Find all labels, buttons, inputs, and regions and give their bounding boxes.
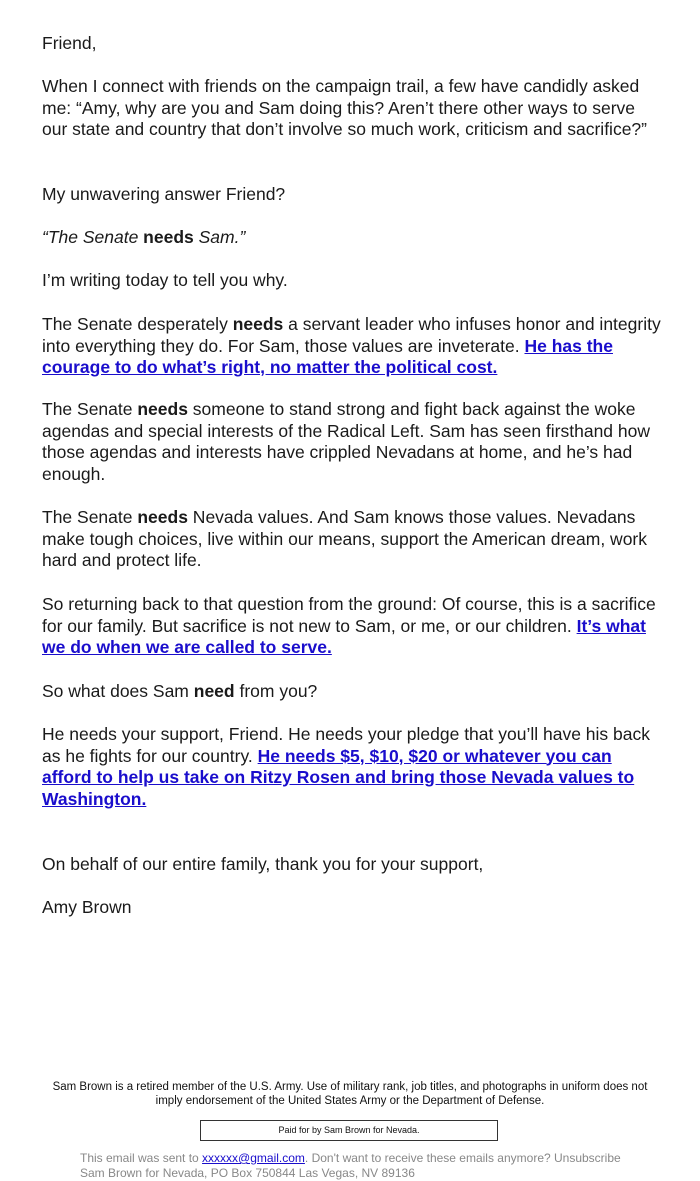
p5-bold: needs xyxy=(137,399,188,419)
paragraph-6 xyxy=(42,507,662,572)
paragraph-3: I’m writing today to tell you why. xyxy=(42,270,288,290)
quote-bold: needs xyxy=(143,227,194,247)
paragraph-2: My unwavering answer Friend? xyxy=(42,184,286,204)
signature: Amy Brown xyxy=(42,897,132,917)
sent-to-pre: This email was sent to xyxy=(80,1151,203,1165)
recipient-email-link[interactable]: xxxxxx@gmail.com xyxy=(202,1151,305,1165)
paragraph-9 xyxy=(42,724,662,810)
military-disclaimer: Sam Brown is a retired member of the U.S. Army. Use of military rank, job titles, and photographs in uniform does not imply endorsement of the United States Army or the Department of Defense. xyxy=(52,1081,648,1107)
called-to-serve-link[interactable]: It’s what we do when we are called to serve. xyxy=(42,615,646,657)
paragraph-7 xyxy=(42,594,662,659)
p8-bold: need xyxy=(193,681,235,701)
p9-pre: He needs your support, Friend. He needs your pledge that you’ll have his back as he fights for our country. xyxy=(42,724,650,766)
courage-link[interactable]: He has the courage to do what’s right, no matter the political cost. xyxy=(42,335,613,377)
p8-pre: So what does Sam xyxy=(42,681,194,701)
greeting: Friend, xyxy=(42,33,97,53)
paragraph-4 xyxy=(42,314,662,379)
mailing-address: Sam Brown for Nevada, PO Box 750844 Las Vegas, NV 89136 xyxy=(80,1166,415,1180)
p6-post: Nevada values. And Sam knows those values. Nevadans make tough choices, live within our means, support the American dream, work hard and protect life. xyxy=(42,507,648,570)
p7-pre: So returning back to that question from the ground: Of course, this is a sacrifice for our family. But sacrifice is not new to Sam, or me, or our children. xyxy=(42,594,656,636)
p4-bold: needs xyxy=(232,314,284,334)
closing: On behalf of our entire family, thank you for your support, xyxy=(42,854,484,874)
email-meta xyxy=(80,1151,660,1181)
p4-pre: The Senate desperately xyxy=(42,314,233,334)
sent-to-post[interactable]: . Don't want to receive these emails anymore? Unsubscribe xyxy=(304,1151,621,1165)
p6-pre: The Senate xyxy=(42,507,138,527)
p4-mid: a servant leader who infuses honor and integrity into everything they do. For Sam, those values are inveterate. xyxy=(42,314,661,356)
paragraph-1: When I connect with friends on the campaign trail, a few have candidly asked me: “Amy, why are you and Sam doing this? Aren’t there other ways to serve our state and country that don’t involve so much work, criticism and sacrifice?” xyxy=(42,76,647,139)
p8-post: from you? xyxy=(234,681,318,701)
quote-post: Sam.” xyxy=(193,227,246,247)
paragraph-8 xyxy=(42,681,662,703)
p6-bold: needs xyxy=(137,507,188,527)
sent-to-line xyxy=(80,1151,660,1166)
p5-pre: The Senate xyxy=(42,399,138,419)
donate-link[interactable]: He needs $5, $10, $20 or whatever you can afford to help us take on Ritzy Rosen and bring those Nevada values to Washington. xyxy=(42,745,635,809)
quote-pre: “The Senate xyxy=(42,227,144,247)
paragraph-5 xyxy=(42,399,662,485)
p5-post: someone to stand strong and fight back against the woke agendas and special interests of the Radical Left. Sam has seen firsthand how those agendas and interests have crippled Nevadans at home, and he’s had enough. xyxy=(42,399,651,484)
quote-paragraph xyxy=(42,227,662,249)
paid-for-box: Paid for by Sam Brown for Nevada. xyxy=(200,1120,498,1141)
